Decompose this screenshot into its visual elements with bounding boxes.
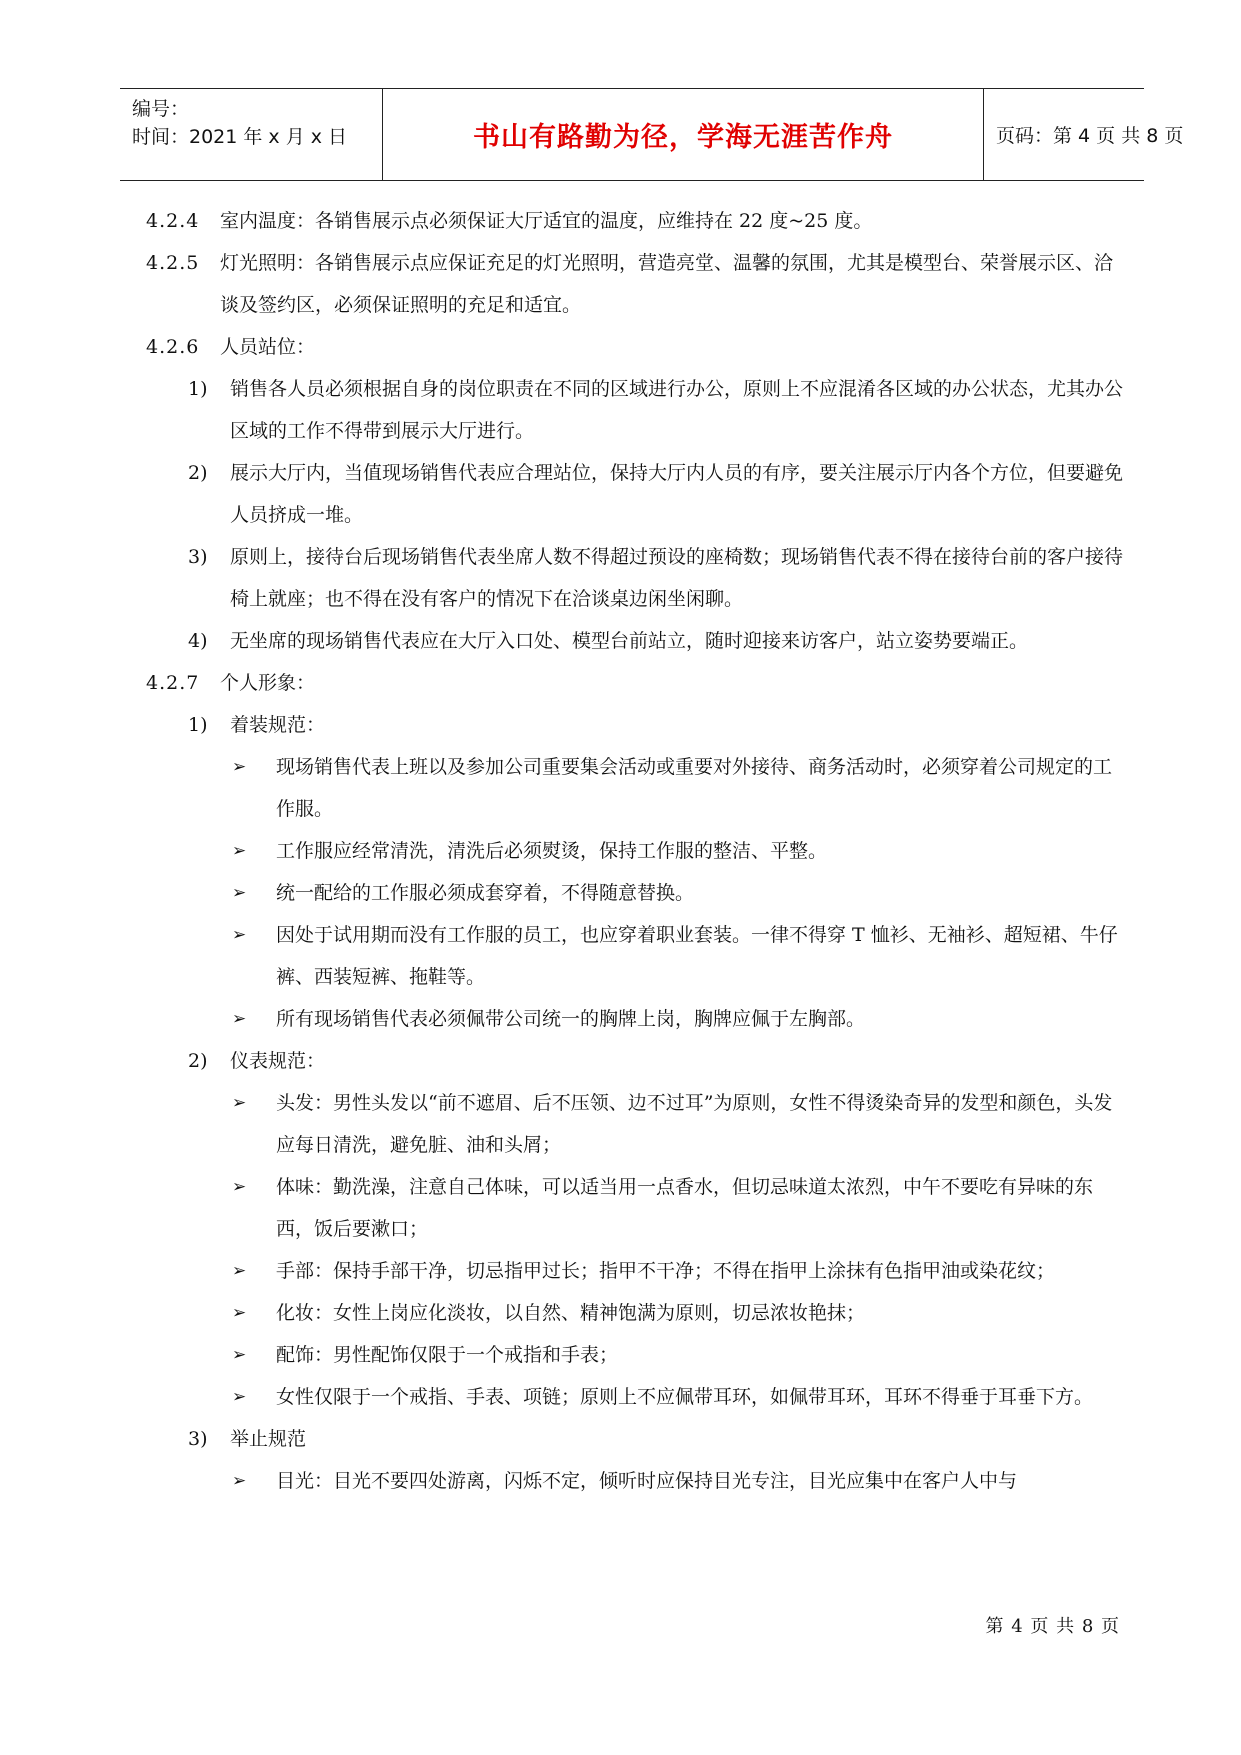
section-number: 4.2.5	[146, 252, 200, 274]
item-number: 2)	[188, 1050, 208, 1072]
bullet-item	[146, 872, 1126, 914]
header-motto: 书山有路勤为径，学海无涯苦作舟	[382, 89, 984, 180]
section-4-2-5	[146, 242, 1126, 326]
arrow-bullet-icon: ➢	[232, 883, 247, 903]
bullet-text: 因处于试用期而没有工作服的员工，也应穿着职业套装。一律不得穿 T 恤衫、无袖衫、超短裙、牛仔裤、西装短裤、拖鞋等。	[276, 924, 1118, 988]
bullet-text: 现场销售代表上班以及参加公司重要集会活动或重要对外接待、商务活动时，必须穿着公司规定的工作服。	[276, 756, 1113, 820]
bullet-text: 头发：男性头发以“前不遮眉、后不压领、边不过耳”为原则，女性不得烫染奇异的发型和颜色，头发应每日清洗，避免脏、油和头屑；	[276, 1092, 1113, 1156]
section-title: 个人形象：	[220, 672, 316, 694]
subsection-heading	[146, 1040, 1126, 1082]
item-text: 无坐席的现场销售代表应在大厅入口处、模型台前站立，随时迎接来访客户，站立姿势要端正。	[230, 630, 1029, 652]
subsection-heading	[146, 1418, 1126, 1460]
header-page-info: 页码：第 4 页 共 8 页	[996, 125, 1184, 147]
section-4-2-6	[146, 326, 1126, 368]
bullet-text: 女性仅限于一个戒指、手表、项链；原则上不应佩带耳环，如佩带耳环，耳环不得垂于耳垂下方。	[276, 1386, 1094, 1408]
bullet-text: 手部：保持手部干净，切忌指甲过长；指甲不干净；不得在指甲上涂抹有色指甲油或染花纹；	[276, 1260, 1056, 1282]
section-number: 4.2.6	[146, 336, 200, 358]
bullet-item	[146, 1460, 1126, 1502]
subsection-title: 仪表规范：	[230, 1050, 326, 1072]
arrow-bullet-icon: ➢	[232, 841, 247, 861]
header-meta	[120, 89, 382, 180]
document-header	[120, 88, 1184, 181]
item-number: 4)	[188, 630, 208, 652]
section-text: 灯光照明：各销售展示点应保证充足的灯光照明，营造亮堂、温馨的氛围，尤其是模型台、荣誉展示区、洽谈及签约区，必须保证照明的充足和适宜。	[220, 252, 1114, 316]
section-text: 室内温度：各销售展示点必须保证大厅适宜的温度，应维持在 22 度~25 度。	[220, 210, 873, 232]
item-text: 原则上，接待台后现场销售代表坐席人数不得超过预设的座椅数；现场销售代表不得在接待台前的客户接待椅上就座；也不得在没有客户的情况下在洽谈桌边闲坐闲聊。	[230, 546, 1124, 610]
section-4-2-7	[146, 662, 1126, 704]
item-number: 2)	[188, 462, 208, 484]
item-number: 3)	[188, 1428, 208, 1450]
bullet-text: 统一配给的工作服必须成套穿着，不得随意替换。	[276, 882, 695, 904]
arrow-bullet-icon: ➢	[232, 1177, 247, 1197]
list-item	[146, 536, 1126, 620]
bullet-item	[146, 998, 1126, 1040]
subsection-heading	[146, 704, 1126, 746]
arrow-bullet-icon: ➢	[232, 1387, 247, 1407]
document-number-label: 编号：	[132, 98, 190, 120]
bullet-item	[146, 1292, 1126, 1334]
item-number: 1)	[188, 714, 208, 736]
list-item	[146, 620, 1126, 662]
bullet-item	[146, 1082, 1126, 1166]
bullet-text: 化妆：女性上岗应化淡妆，以自然、精神饱满为原则，切忌浓妆艳抹；	[276, 1302, 866, 1324]
bullet-text: 体味：勤洗澡，注意自己体味，可以适当用一点香水，但切忌味道太浓烈，中午不要吃有异味的东西，饭后要漱口；	[276, 1176, 1094, 1240]
arrow-bullet-icon: ➢	[232, 925, 247, 945]
section-number: 4.2.4	[146, 210, 200, 232]
item-text: 展示大厅内，当值现场销售代表应合理站位，保持大厅内人员的有序，要关注展示厅内各个方位，但要避免人员挤成一堆。	[230, 462, 1124, 526]
bullet-item	[146, 1334, 1126, 1376]
section-4-2-4	[146, 200, 1126, 242]
list-item	[146, 452, 1126, 536]
item-number: 1)	[188, 378, 208, 400]
bullet-text: 所有现场销售代表必须佩带公司统一的胸牌上岗，胸牌应佩于左胸部。	[276, 1008, 866, 1030]
bullet-item	[146, 1376, 1126, 1418]
bullet-text: 工作服应经常清洗，清洗后必须熨烫，保持工作服的整洁、平整。	[276, 840, 828, 862]
arrow-bullet-icon: ➢	[232, 757, 247, 777]
arrow-bullet-icon: ➢	[232, 1009, 247, 1029]
bullet-item	[146, 830, 1126, 872]
section-title: 人员站位：	[220, 336, 316, 358]
bullet-item	[146, 914, 1126, 998]
arrow-bullet-icon: ➢	[232, 1303, 247, 1323]
document-time-label: 时间：2021 年 x 月 x 日	[132, 126, 348, 148]
section-number: 4.2.7	[146, 672, 200, 694]
arrow-bullet-icon: ➢	[232, 1261, 247, 1281]
document-body	[146, 200, 1126, 1502]
bullet-text: 目光：目光不要四处游离，闪烁不定，倾听时应保持目光专注，目光应集中在客户人中与	[276, 1470, 1018, 1492]
bullet-item	[146, 746, 1126, 830]
item-text: 销售各人员必须根据自身的岗位职责在不同的区域进行办公，原则上不应混淆各区域的办公状态，尤其办公区域的工作不得带到展示大厅进行。	[230, 378, 1124, 442]
item-number: 3)	[188, 546, 208, 568]
page-footer: 第 4 页 共 8 页	[985, 1616, 1120, 1637]
bullet-item	[146, 1166, 1126, 1250]
arrow-bullet-icon: ➢	[232, 1345, 247, 1365]
bullet-text: 配饰：男性配饰仅限于一个戒指和手表；	[276, 1344, 619, 1366]
bullet-item	[146, 1250, 1126, 1292]
subsection-title: 举止规范	[230, 1428, 307, 1450]
arrow-bullet-icon: ➢	[232, 1093, 247, 1113]
subsection-title: 着装规范：	[230, 714, 326, 736]
arrow-bullet-icon: ➢	[232, 1471, 247, 1491]
list-item	[146, 368, 1126, 452]
